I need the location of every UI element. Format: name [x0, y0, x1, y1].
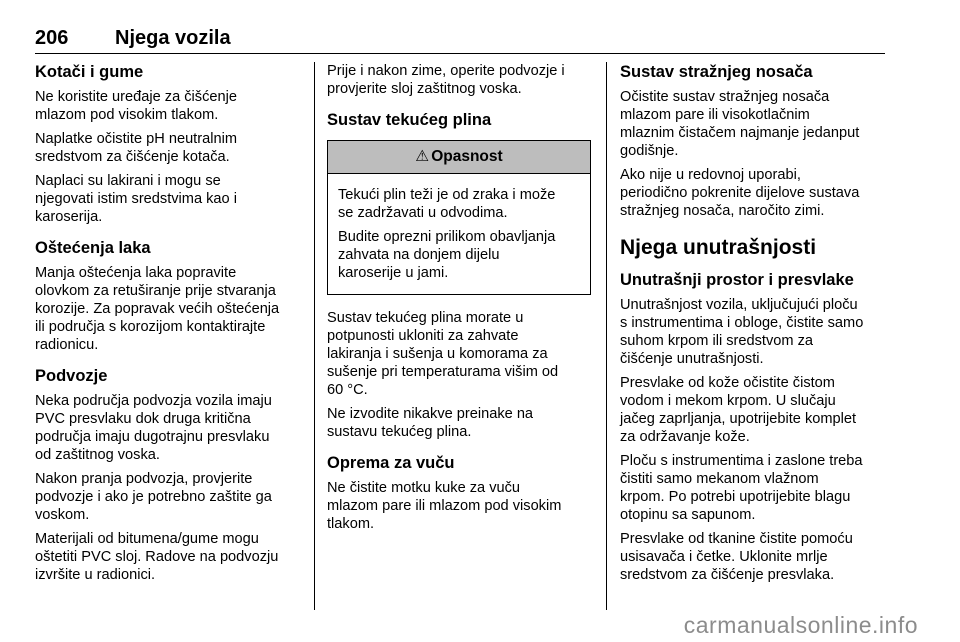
paragraph: Presvlake od tkanine čistite pomoću usisavača i četke. Uklonite mrlje sredstvom za čišćenje presvlaka. [620, 531, 853, 583]
paragraph: Očistite sustav stražnjeg nosača mlazom pare ili visokotlačnim mlaznim čistačem najmanje jedanput godišnje. [620, 89, 860, 159]
section-heading: Oštećenja laka [35, 239, 151, 257]
paragraph: Ne koristite uređaje za čišćenje mlazom pod visokim tlakom. [35, 89, 237, 123]
section-heading: Oprema za vuču [327, 454, 455, 472]
page-header [35, 27, 885, 54]
paragraph: Prije i nakon zime, operite podvozje i provjerite sloj zaštitnog voska. [327, 63, 565, 97]
page-title: Njega vozila [115, 27, 231, 49]
column-divider [606, 62, 607, 610]
column-left [35, 62, 303, 590]
paragraph: Manja oštećenja laka popravite olovkom za retuširanje prije stvaranja korozije. Za popravak većih oštećenja ili područja s korozijom kontaktirajte radionicu. [35, 265, 280, 353]
paragraph: Materijali od bitumena/gume mogu oštetiti PVC sloj. Radove na podvozju izvršite u radionici. [35, 531, 279, 583]
paragraph: Ne izvodite nikakve preinake na sustavu tekućeg plina. [327, 406, 534, 440]
warning-header [328, 141, 590, 174]
column-middle [327, 62, 595, 539]
section-heading: Sustav stražnjeg nosača [620, 63, 813, 81]
warning-body [328, 174, 590, 294]
paragraph: Naplatke očistite pH neutralnim sredstvom za čišćenje kotača. [35, 131, 237, 165]
paragraph: Sustav tekućeg plina morate u potpunosti ukloniti za zahvate lakiranja i sušenja u komorama za sušenje pri temperaturama višim od 60 °C. [327, 310, 559, 398]
column-divider [314, 62, 315, 610]
section-heading: Sustav tekućeg plina [327, 111, 492, 129]
paragraph: Tekući plin teži je od zraka i može se zadržavati u odvodima. [338, 187, 556, 221]
paragraph: Ne čistite motku kuke za vuču mlazom pare ili mlazom pod visokim tlakom. [327, 480, 562, 532]
warning-title: Opasnost [431, 148, 503, 165]
section-heading: Unutrašnji prostor i presvlake [620, 271, 854, 289]
paragraph: Neka područja podvozja vozila imaju PVC presvlaku dok druga kritična područja imaju dugotrajnu presvlaku od zaštitnog voska. [35, 393, 272, 463]
section-heading: Podvozje [35, 367, 108, 385]
paragraph: Ploču s instrumentima i zaslone treba čistiti samo mekanom vlažnom krpom. Po potrebi upotrijebite blagu otopinu sa sapunom. [620, 453, 863, 523]
paragraph: Budite oprezni prilikom obavljanja zahvata na donjem dijelu karoserije u jami. [338, 229, 556, 281]
watermark: carmanualsonline.info [683, 612, 918, 638]
paragraph: Presvlake od kože očistite čistom vodom i mekom krpom. U slučaju jačeg zaprljanja, upotrijebite komplet za održavanje kože. [620, 375, 857, 445]
chapter-heading: Njega unutrašnjosti [620, 236, 817, 259]
warning-box [327, 140, 591, 295]
warning-icon: ⚠ [415, 148, 430, 165]
paragraph: Naplaci su lakirani i mogu se njegovati istim sredstvima kao i karoserija. [35, 173, 237, 225]
paragraph: Unutrašnjost vozila, uključujući ploču s instrumentima i obloge, čistite samo suhom krpom ili sredstvom za čišćenje unutrašnjosti. [620, 297, 864, 367]
column-right [620, 62, 888, 590]
section-heading: Kotači i gume [35, 63, 144, 81]
paragraph: Nakon pranja podvozja, provjerite podvozje i ako je potrebno zaštite ga voskom. [35, 471, 272, 523]
page-number: 206 [35, 27, 69, 49]
paragraph: Ako nije u redovnoj uporabi, periodično pokrenite dijelove sustava stražnjeg nosača, naročito zimi. [620, 167, 860, 219]
